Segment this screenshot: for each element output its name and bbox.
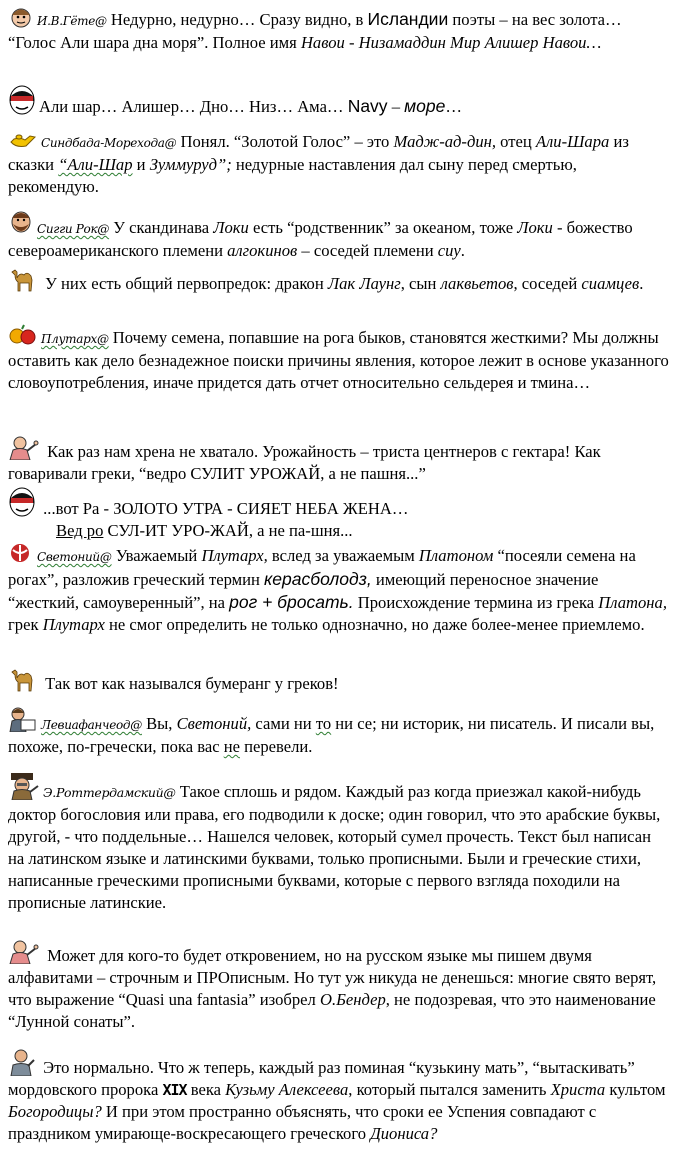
post-text: Почему семена, попавшие на рога быков, становятся жесткими? Мы должны оставить как дело безнадежное поиски причины явления, которое лежит в основе указанного словоупотребления, иначе придется дать отчет относительно сельдерея и тмина… — [8, 328, 669, 392]
face-icon — [8, 6, 34, 28]
masked-face-icon — [8, 487, 36, 517]
scholar-icon — [8, 772, 40, 800]
post-text: Диониса? — [370, 1124, 438, 1143]
post-leviafan — [8, 706, 670, 758]
post-text: , сын — [400, 274, 441, 293]
post-text: Локи — [213, 218, 249, 237]
post-erasmus — [8, 772, 670, 914]
author-name[interactable]: И.В.Гёте@ — [37, 14, 107, 28]
post-text: “Али-Шар — [58, 155, 133, 174]
post-text: Плутарх — [42, 615, 105, 634]
post-text: - — [344, 33, 359, 52]
post-text: Мадж-ад-дин, — [393, 132, 497, 151]
masked-face-icon — [8, 85, 36, 115]
gesturing-man-icon — [8, 1048, 36, 1076]
post-text: СУЛ-ИТ УРО-ЖАЙ, а не па-шня... — [103, 521, 353, 540]
post-text: поэты – на вес золота… “Голос Али шара дна моря”. Полное имя — [8, 10, 622, 52]
post-text: лаквьетов — [440, 274, 514, 293]
post-text: Так вот как назывался бумеранг у греков! — [41, 674, 339, 693]
shrugging-man-icon — [8, 938, 40, 964]
post-camel-2 — [8, 666, 670, 695]
post-text: имеющий переносное значение “жесткий, самоуверенный”, на — [8, 570, 599, 612]
post-text: не смог определить не только однозначно, но даже более-менее приемлемо. — [104, 615, 645, 634]
post-text: вслед за уважаемым — [267, 546, 419, 565]
post-text: Платона, — [598, 593, 667, 612]
post-text: . — [460, 241, 465, 260]
post-text: море — [404, 96, 446, 116]
post-text: Богородицы? — [8, 1102, 102, 1121]
post-text: Как раз нам хрена не хватало. Урожайность – триста центнеров с гектара! Как говаривали греки, “ведро СУЛИТ УРОЖАЙ, а не пашня...” — [8, 442, 601, 483]
post-text: XIX — [162, 1081, 187, 1099]
post-text: О.Бендер — [319, 990, 386, 1009]
author-name[interactable]: Э.Роттердамский@ — [43, 785, 176, 800]
post-sueton — [8, 542, 670, 636]
lamp-icon — [8, 128, 38, 150]
author-name[interactable]: Сигги Рок@ — [37, 222, 110, 236]
post-text: Вед ро — [56, 521, 104, 540]
fruit-icon — [8, 324, 38, 346]
post-text: отец — [496, 132, 536, 151]
post-goethe — [8, 6, 670, 54]
post-text: - божество североамериканского племени — [8, 218, 633, 260]
post-vedro — [8, 487, 670, 542]
post-text: Это нормально. Что ж теперь, каждый раз поминая “кузькину мать”, “вытаскивать” мордовского пророка — [8, 1058, 635, 1099]
author-name[interactable]: Левиафанчеод@ — [41, 718, 142, 732]
shrugging-man-icon — [8, 434, 40, 460]
post-text: , который пытался заменить — [348, 1080, 551, 1099]
post-sigurd — [8, 210, 670, 262]
post-text: Али шар… Алишер… Дно… Низ… Ама… — [39, 97, 348, 116]
post-text: Уважаемый — [111, 546, 202, 565]
post-text: Такое сплошь и рядом. Каждый раз когда приезжал какой-нибудь доктор богословия или права, его подводили к доске; один говорил, что это арабские буквы, другой, - что поддельные… Нашелся человек, который сумел прочесть. Текст был написан на латинском языке и латинскими буквами, только прописными. Были и греческие стихи, написанные греческими прописными буквами, которые с первого взгляда походили на прописные латинские. — [8, 782, 661, 912]
post-text: ни се; ни историк, ни писатель. И писали вы, похоже, по-гречески, пока вас — [8, 714, 655, 756]
post-text: сиу — [437, 241, 461, 260]
post-text: И при этом пространно объяснять, что сроки ее Успения совпадают с праздником умирающе-воскресающего греческого — [8, 1102, 597, 1143]
author-name[interactable]: Плутарх@ — [41, 332, 109, 346]
reader-icon — [8, 706, 38, 732]
camel-icon — [8, 266, 38, 292]
emblem-icon — [8, 542, 34, 564]
post-text: – соседей племени — [297, 241, 438, 260]
author-name[interactable]: Синдбада-Морехода@ — [41, 136, 177, 150]
post-text: . — [639, 274, 644, 293]
post-text: Navy — [347, 96, 388, 116]
post-text: недурные наставления дал сыну перед смертью, рекомендую. — [8, 155, 577, 196]
post-text: века — [186, 1080, 226, 1099]
post-text: Христа — [550, 1080, 606, 1099]
post-text: “посеяли семена на рогах”, разложив греческий термин — [8, 546, 636, 589]
post-text: сиамцев — [581, 274, 640, 293]
post-text: не — [223, 737, 240, 756]
post-text: Кузьму Алексеева — [225, 1080, 349, 1099]
post-text: культом — [605, 1080, 666, 1099]
camel-icon — [8, 666, 38, 692]
post-text: … — [445, 97, 462, 116]
post-text: Локи — [517, 218, 553, 237]
bearded-face-icon — [8, 210, 34, 236]
post-text: сами ни — [251, 714, 316, 733]
post-text: и — [132, 155, 150, 174]
post-camel-1 — [8, 266, 670, 295]
post-text: керасболодз, — [264, 569, 372, 589]
post-text: Навои — [300, 33, 345, 52]
post-plutarch — [8, 324, 670, 394]
post-text: Зуммуруд”; — [149, 155, 232, 174]
post-text: Плутарх, — [201, 546, 268, 565]
post-text: Исландии — [367, 9, 449, 29]
post-ali-shar — [8, 85, 670, 118]
post-text: перевели. — [239, 737, 313, 756]
post-khren — [8, 434, 670, 485]
post-text: грек — [8, 615, 43, 634]
post-text: Понял. “Золотой Голос” – это — [176, 132, 394, 151]
post-text: У скандинава — [109, 218, 214, 237]
post-text: есть “родственник” за океаном, тоже — [248, 218, 518, 237]
post-text: У них есть общий первопредок: дракон — [41, 274, 328, 293]
post-kuzka — [8, 1048, 670, 1145]
post-text: алгокинов — [227, 241, 298, 260]
post-sindbad — [8, 128, 670, 198]
post-text: Светоний, — [176, 714, 252, 733]
post-text: ...вот Ра - ЗОЛОТО УТРА - СИЯЕТ НЕБА ЖЕНА… — [39, 499, 409, 518]
post-text: Платоном — [418, 546, 494, 565]
post-text: Недурно, недурно… Сразу видно, в — [110, 10, 368, 29]
author-name[interactable]: Светоний@ — [37, 550, 112, 564]
post-text: Происхождение термина из грека — [353, 593, 599, 612]
post-text: – — [387, 97, 405, 116]
post-alfavit — [8, 938, 670, 1033]
post-text: , соседей — [513, 274, 582, 293]
post-text: Вы, — [141, 714, 177, 733]
post-text: из сказки — [8, 132, 629, 174]
post-text: Лак Лаунг — [327, 274, 401, 293]
post-text: то — [315, 714, 332, 733]
post-text: Али-Шара — [535, 132, 610, 151]
post-text: , не подозревая, что это наименование “Лунной сонаты”. — [8, 990, 656, 1031]
post-text: Может для кого-то будет откровением, но на русском языке мы пишем двумя алфавитами – строчным и ПРОписным. Но тут уж никуда не денешься: многие свято верят, что выражение “Quasi una fantasia” изобрел — [8, 946, 657, 1009]
post-text: Низамаддин Мир Алишер Навои… — [358, 33, 602, 52]
post-text: рог + бросать. — [229, 592, 354, 612]
